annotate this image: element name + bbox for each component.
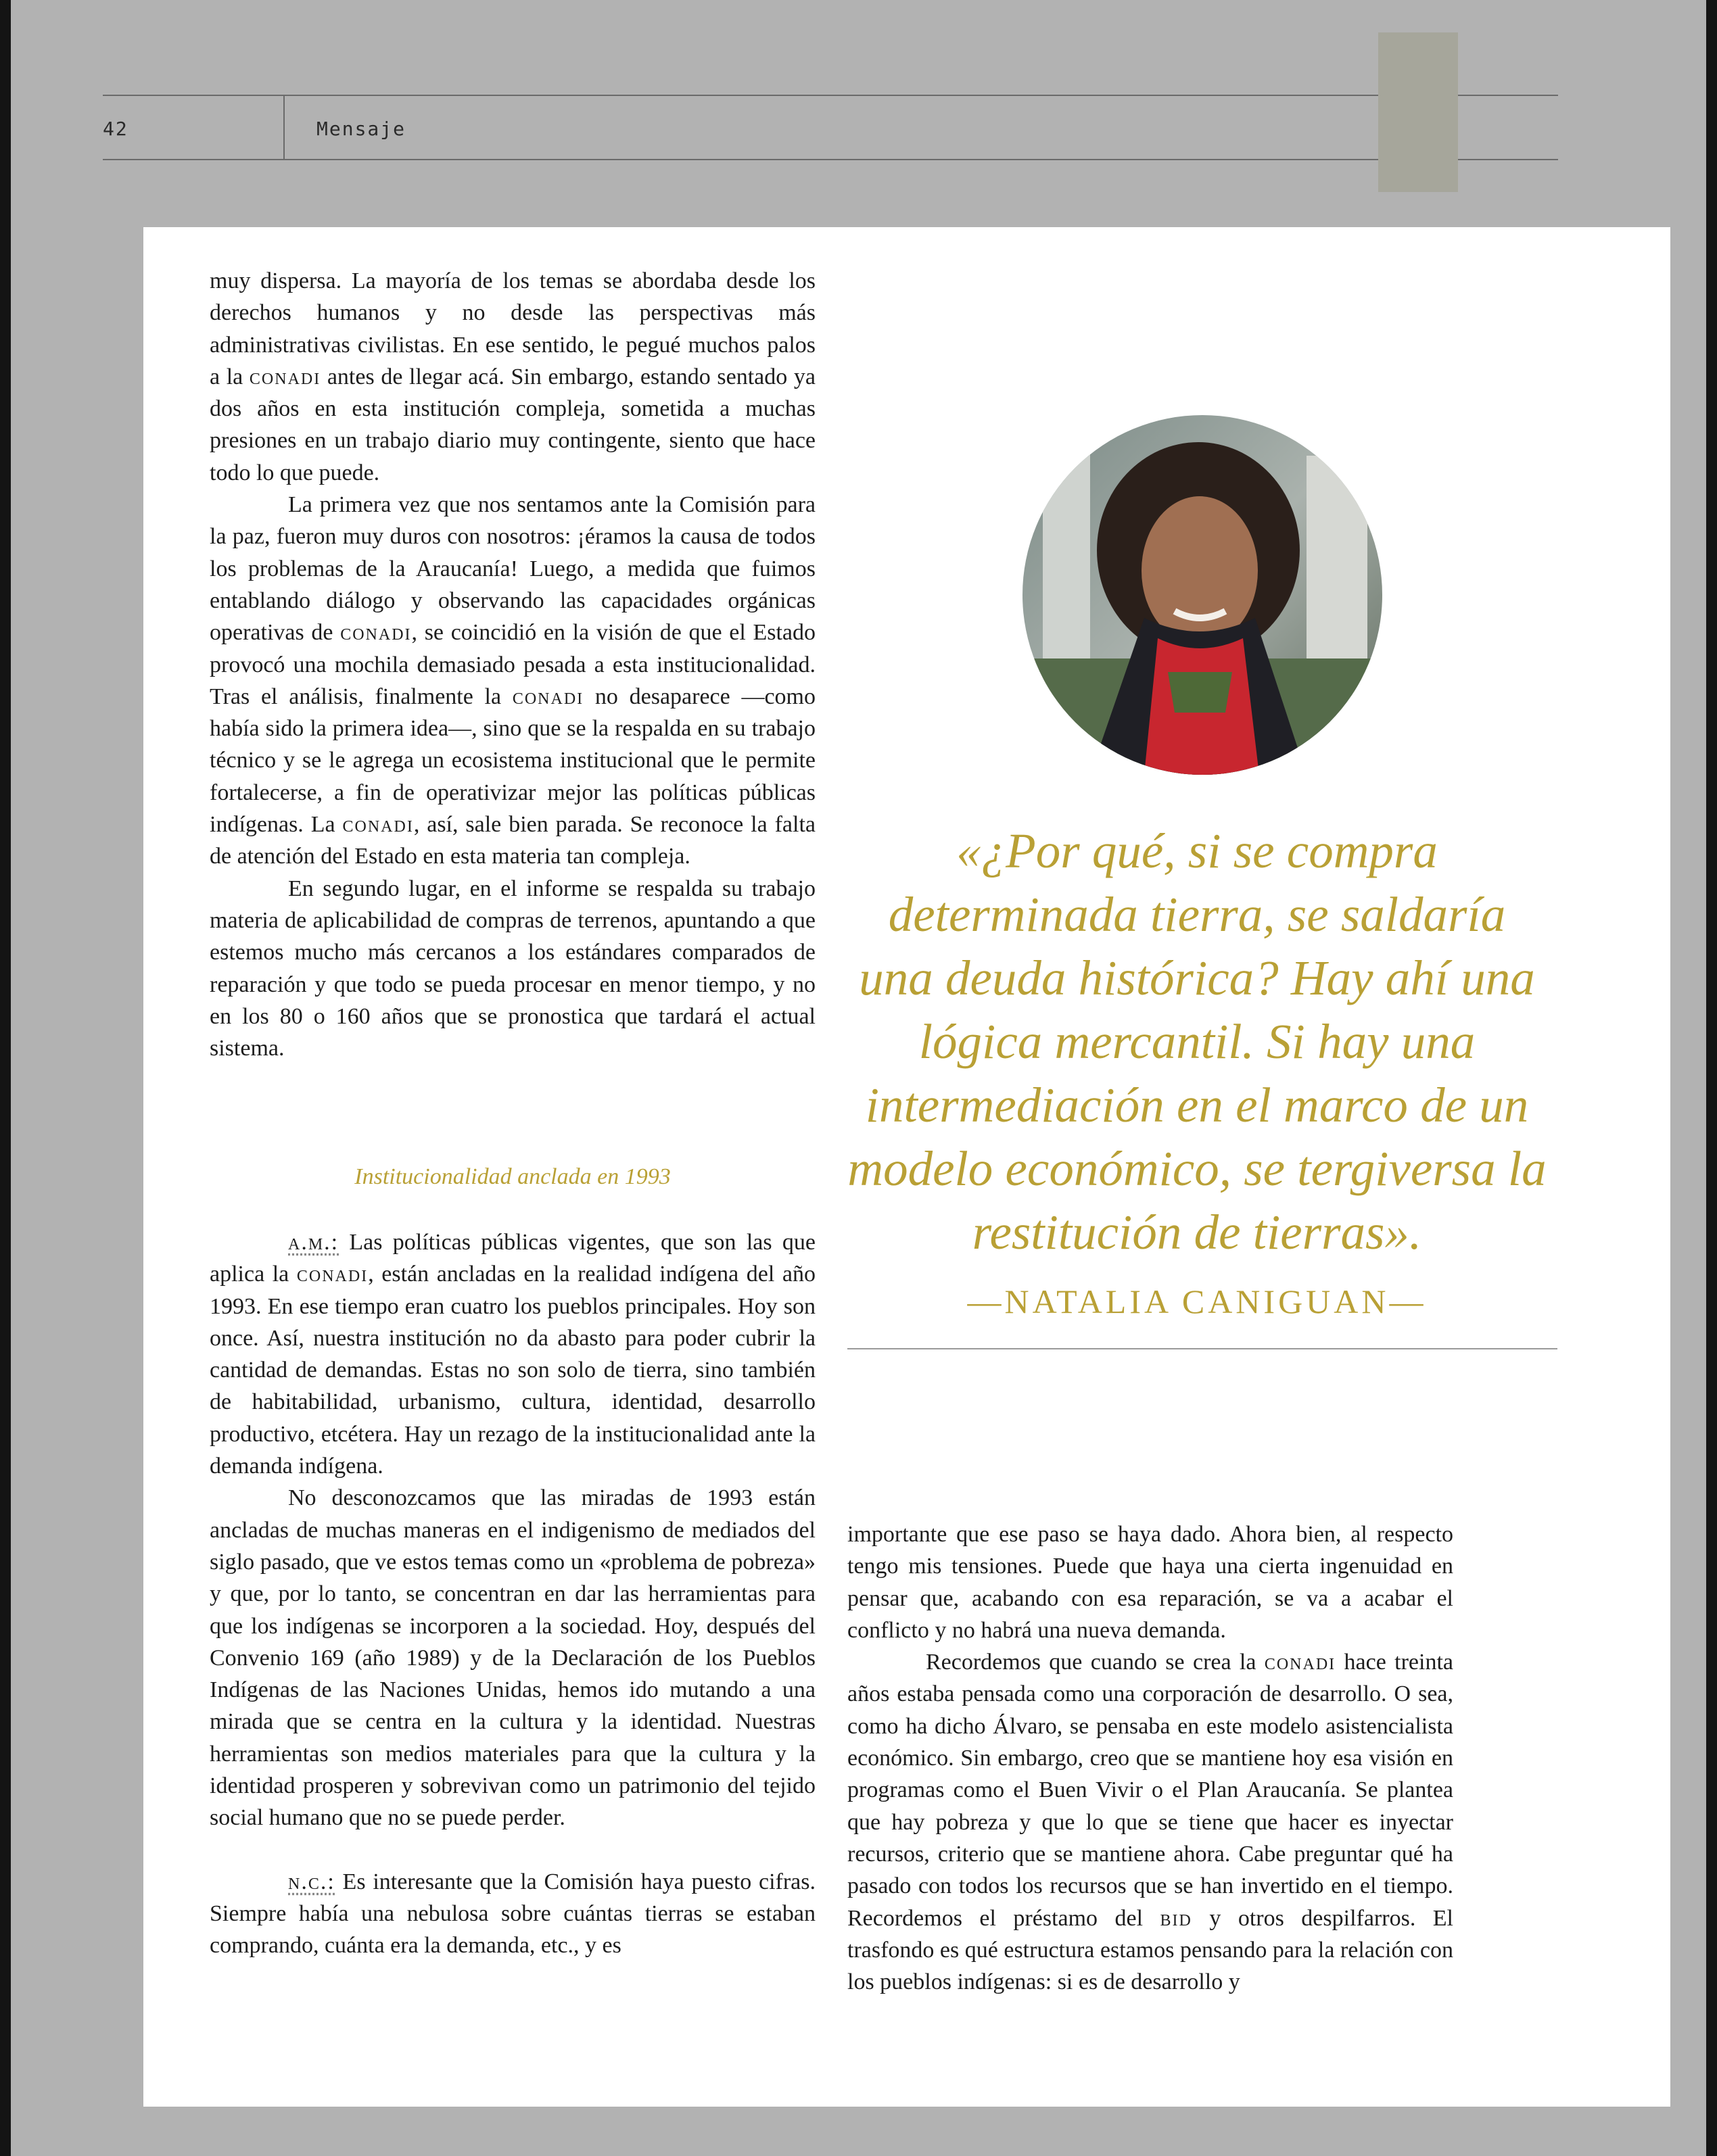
- paragraph: En segundo lugar, en el informe se respalda su trabajo materia de aplicabilidad de compras de terrenos, apuntando a que estemos mucho más cercanos a los estándares comparados de reparación y que todo se pueda procesar en menor tiempo, y no en los 80 o 160 años que se pronostica que tardará el actual sistema.: [210, 876, 816, 1061]
- right-column: [847, 1518, 1453, 1998]
- quote-attribution: —NATALIA CANIGUAN—: [967, 1283, 1427, 1320]
- speaker-label: a.m.:: [288, 1230, 339, 1255]
- subheading: Institucionalidad anclada en 1993: [354, 1164, 671, 1189]
- paragraph: a.m.: Las políticas públicas vigentes, que son las que aplica la conadi, están ancladas en la realidad indígena del año 1993. En ese tiempo eran cuatro los pueblos principales. Hoy son once. Así, nuestra institución no da abasto para poder cubrir la cantidad de demandas. Estas no son solo de tierra, sino también de habitabilidad, urbanismo, cultura, identidad, desarrollo productivo, etcétera. Hay un rezago de la institucionalidad ante la demanda indígena.: [210, 1230, 816, 1479]
- right-edge-bar: [1706, 0, 1717, 2156]
- paragraph: n.c.: Es interesante que la Comisión haya puesto cifras. Siempre había una nebulosa sobre cuántas tierras se estaban comprando, cuánta era la demanda, etc., y es: [210, 1869, 816, 1959]
- header-rule-bottom: [103, 159, 1558, 160]
- left-column-top: [210, 265, 816, 1064]
- section-tab: [1378, 32, 1458, 192]
- left-edge-bar: [0, 0, 11, 2156]
- paragraph: La primera vez que nos sentamos ante la Comisión para la paz, fueron muy duros con nosotros: ¡éramos la causa de todos los problemas de la Araucanía! Luego, a medida que fuimos entablando diálogo y observando las capacidades orgánicas operativas de conadi, se coincidió en la visión de que el Estado provocó una mochila demasiado pesada a esta institucionalidad. Tras el análisis, finalmente la conadi no desaparece —como había sido la primera idea—, sino que se la respalda en su trabajo técnico y se le agrega un ecosistema institucional que le permite fortalecerse, a fin de operativizar mejor las políticas públicas indígenas. La conadi, así, sale bien parada. Se reconoce la falta de atención del Estado en esta materia tan compleja.: [210, 492, 816, 869]
- header-rule-top: [103, 95, 1558, 96]
- pull-quote: «¿Por qué, si se compra determinada tierra, se saldaría una deuda histórica? Hay ahí una lógica mercantil. Si hay una intermediación en el marco de un modelo económico, se tergiversa la restitución de tierras».: [847, 823, 1547, 1260]
- paragraph: muy dispersa. La mayoría de los temas se abordaba desde los derechos humanos y no desde las perspectivas más administrativas civilistas. En ese sentido, le pegué muchos palos a la conadi antes de llegar acá. Sin embargo, estando sentado ya dos años en esta institución compleja, sometida a muchas presiones en un trabajo diario muy contingente, siento que hace todo lo que puede.: [210, 268, 816, 485]
- paragraph: No desconozcamos que las miradas de 1993 están ancladas de muchas maneras en el indigenismo de mediados del siglo pasado, que ve estos temas como un «problema de pobreza» y que, por lo tanto, se concentran en dar las herramientas para que los indígenas se incorporen a la sociedad. Hoy, después del Convenio 169 (año 1989) y de la Declaración de los Pueblos Indígenas de las Naciones Unidas, hemos ido mutando a una mirada que se centra en la cultura y la identidad. Nuestras herramientas son medios materiales para que la cultura y la identidad prosperen y sobrevivan como un patrimonio del tejido social humano que no se puede perder.: [210, 1485, 816, 1831]
- paragraph: Recordemos que cuando se crea la conadi hace treinta años estaba pensada como una corporación de desarrollo. O sea, como ha dicho Álvaro, se pensaba en este modelo asistencialista económico. Sin embargo, creo que se mantiene hoy esa visión en programas como el Buen Vivir o el Plan Araucanía. Se plantea que hay pobreza y que lo que se tiene que hacer es inyectar recursos, criterio que se mantiene ahora. Cabe preguntar qué ha pasado con todos los recursos que se han invertido en el tiempo. Recordemos el préstamo del bid y otros despilfarros. El trasfondo es qué estructura estamos pensando para la relación con los pueblos indígenas: si es de desarrollo y: [847, 1650, 1453, 1995]
- speaker-label: n.c.:: [288, 1869, 335, 1894]
- header-divider: [283, 96, 285, 160]
- section-title: Mensaje: [316, 118, 406, 140]
- page-number: 42: [103, 118, 128, 140]
- left-column-bottom: [210, 1226, 816, 1962]
- quote-rule: [847, 1348, 1557, 1349]
- portrait-photo: [1022, 415, 1382, 775]
- paragraph: importante que ese paso se haya dado. Ahora bien, al respecto tengo mis tensiones. Puede que haya una cierta ingenuidad en pensar que, acabando con esa reparación, se va a acabar el conflicto y no habrá una nueva demanda.: [847, 1522, 1453, 1643]
